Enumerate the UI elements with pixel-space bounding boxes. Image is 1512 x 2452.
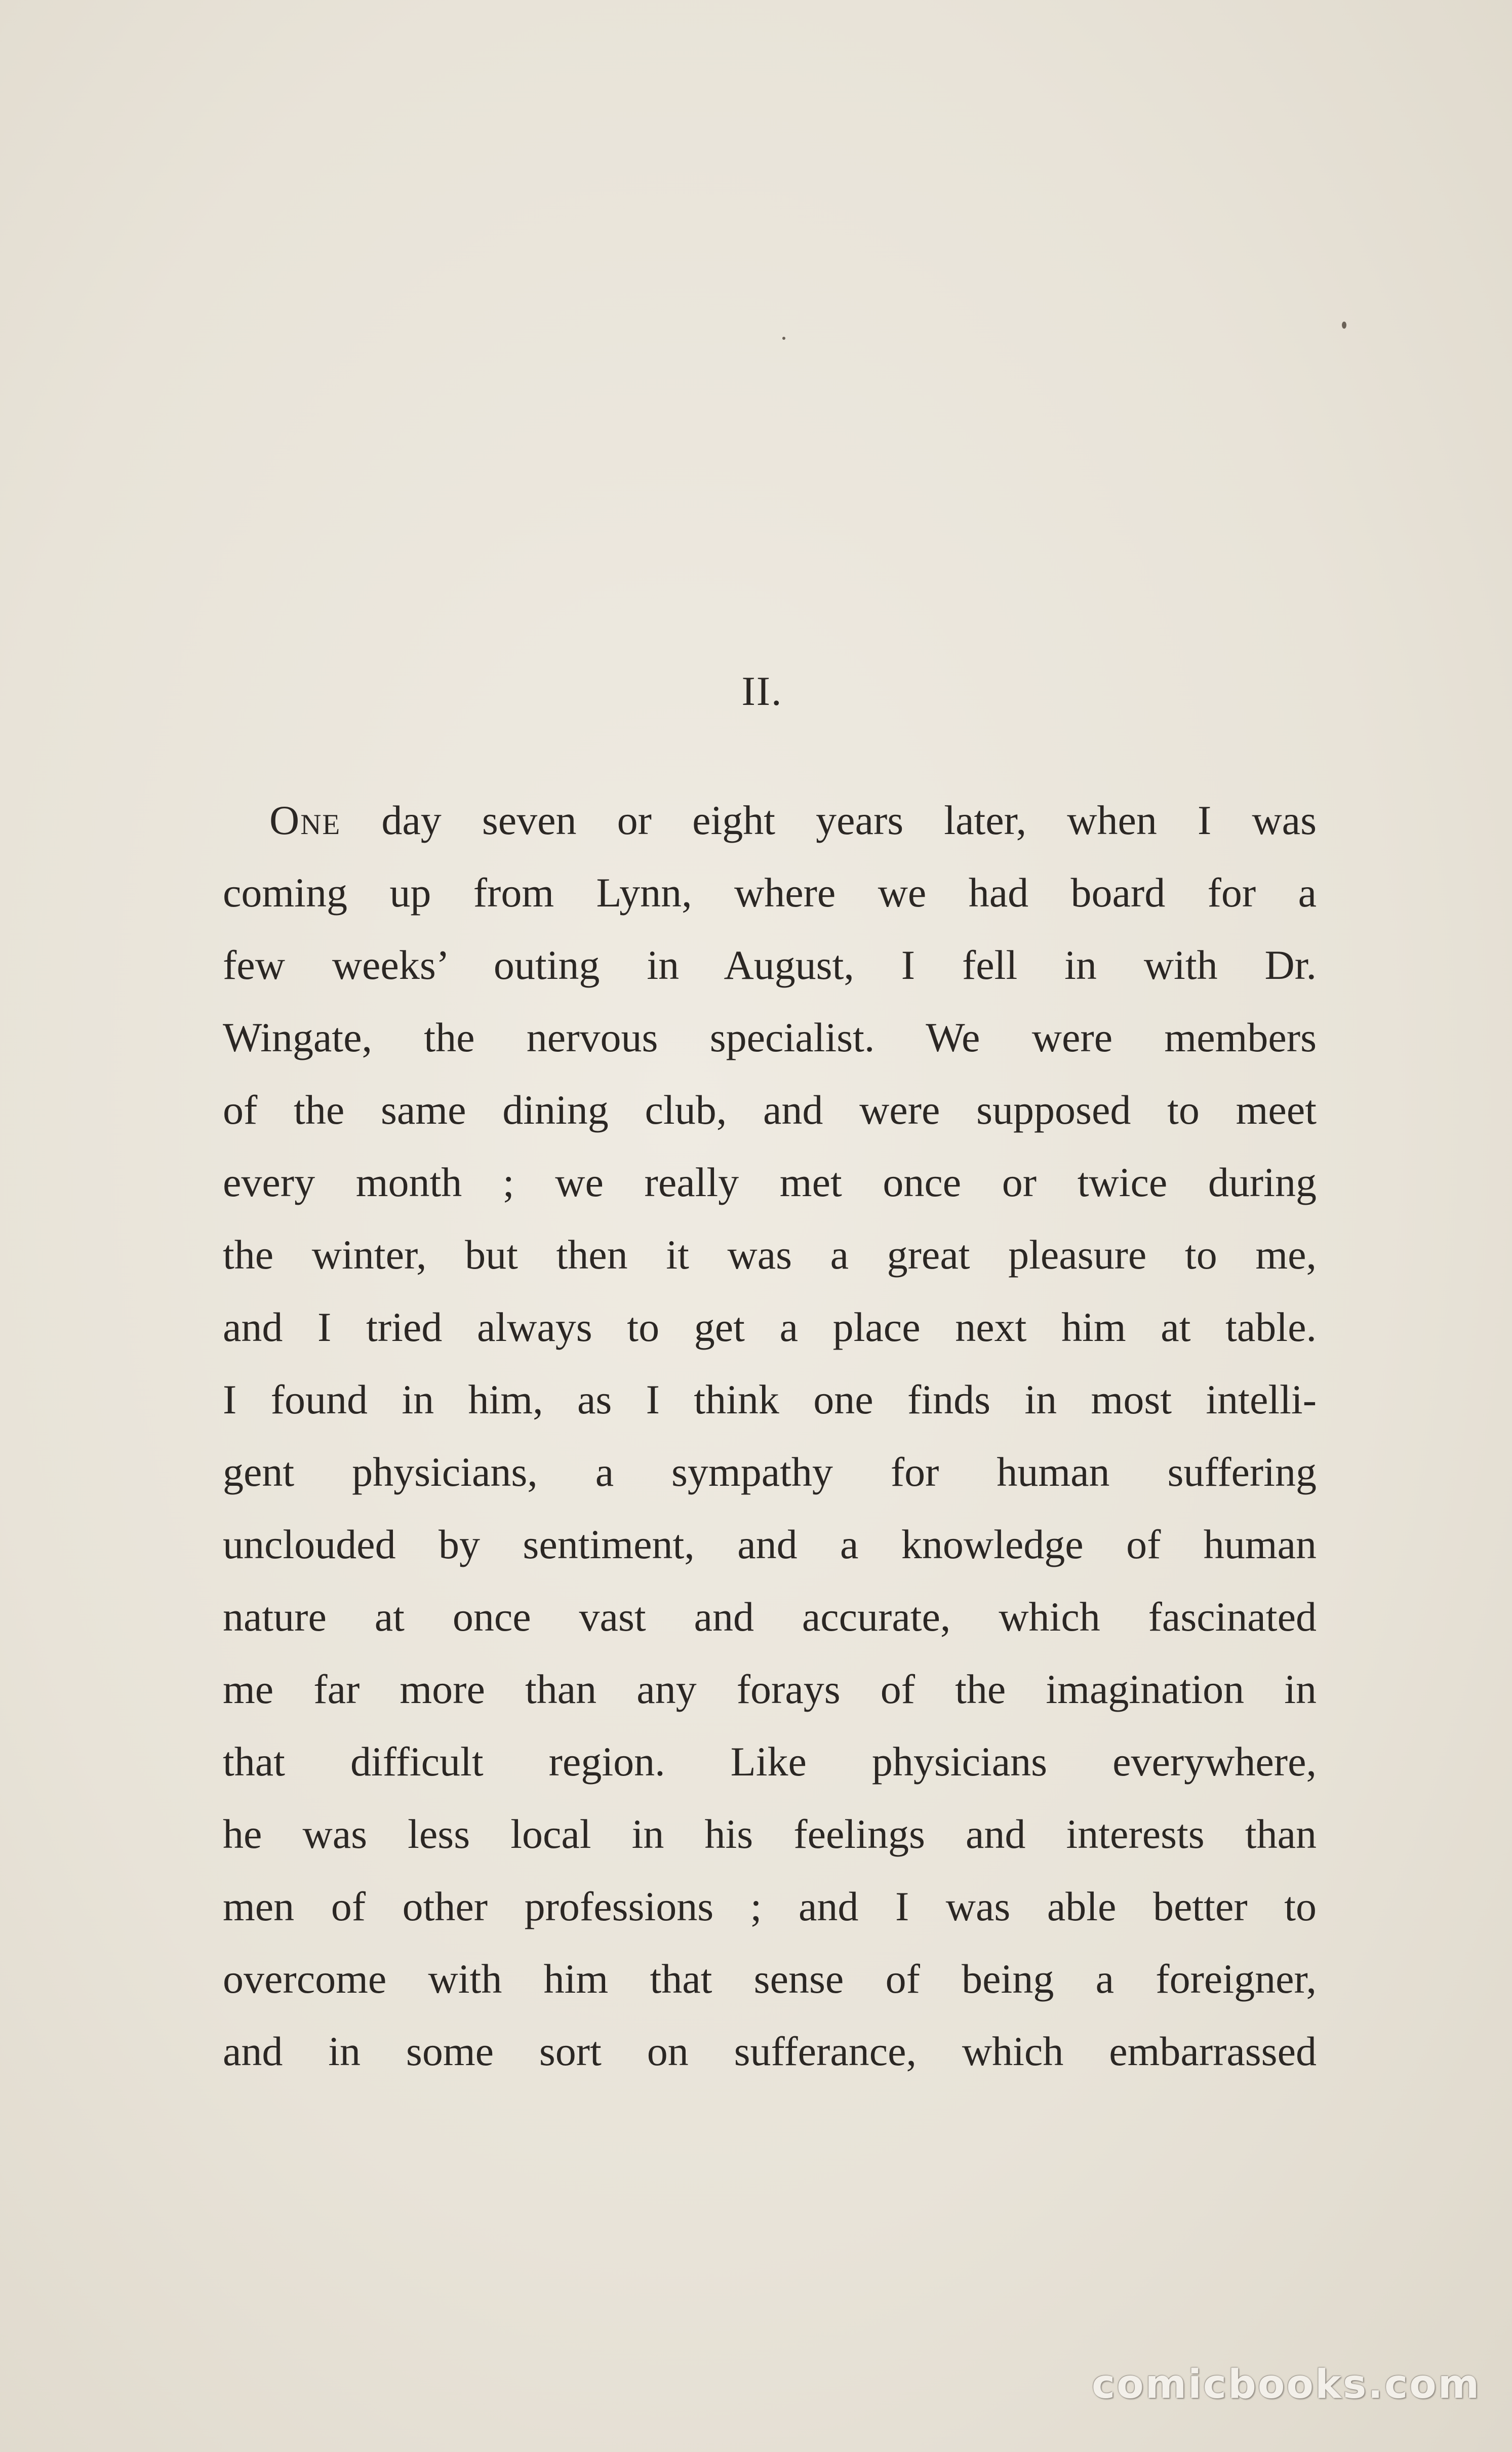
- text-line: coming up from Lynn, where we had board for a: [223, 869, 1317, 916]
- paper-speck: [1342, 322, 1346, 329]
- paper-speck: [782, 337, 785, 340]
- text-line: the winter, but then it was a great pleasure to me,: [223, 1232, 1317, 1278]
- text-line: of the same dining club, and were supposed to meet: [223, 1087, 1317, 1133]
- chapter-heading: II.: [741, 668, 783, 714]
- text-line: that difficult region. Like physicians everywhere,: [223, 1738, 1317, 1785]
- text-line: and in some sort on sufferance, which embarrassed: [223, 2028, 1317, 2074]
- text-line: and I tried always to get a place next him at table.: [223, 1304, 1317, 1350]
- text-line: every month ; we really met once or twice during: [223, 1159, 1317, 1205]
- text-line: few weeks’ outing in August, I fell in with Dr.: [223, 942, 1317, 988]
- text-line: Wingate, the nervous specialist. We were members: [223, 1014, 1317, 1060]
- text-line: gent physicians, a sympathy for human suffering: [223, 1449, 1317, 1495]
- text-line: men of other professions ; and I was able better to: [223, 1883, 1317, 1929]
- text-line: unclouded by sentiment, and a knowledge of human: [223, 1521, 1317, 1567]
- text-line-rest: day seven or eight years later, when I was: [341, 797, 1317, 843]
- text-line: nature at once vast and accurate, which fascinated: [223, 1594, 1317, 1640]
- opening-word: One: [269, 797, 341, 843]
- text-line: he was less local in his feelings and interests than: [223, 1811, 1317, 1857]
- text-line: me far more than any forays of the imagination in: [223, 1666, 1317, 1712]
- text-line: overcome with him that sense of being a foreigner,: [223, 1956, 1317, 2002]
- text-line: I found in him, as I think one finds in most intelli-: [223, 1376, 1317, 1422]
- body-paragraph: [223, 784, 1317, 2087]
- watermark-logo: comicbooks.com: [1091, 2362, 1481, 2407]
- text-line: [223, 784, 1317, 856]
